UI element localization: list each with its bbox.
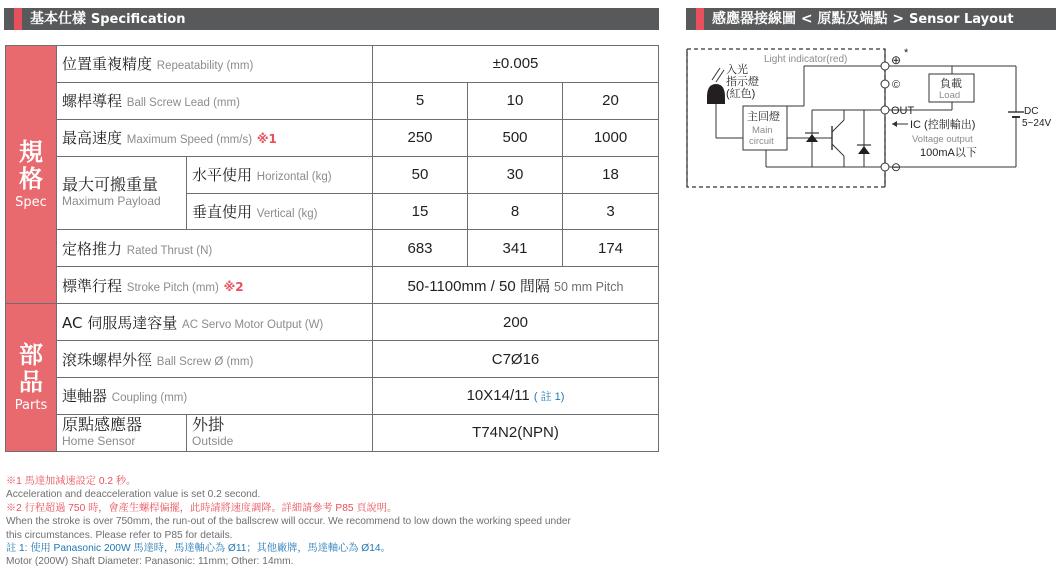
label-en: Ball Screw Lead (mm) (126, 97, 240, 110)
note-1-en: Acceleration and deacceleration value is set 0.2 second. (6, 489, 261, 501)
sensor-header (686, 8, 1056, 30)
row-lead (6, 82, 659, 119)
row-repeatability (6, 46, 659, 83)
label-coupling (57, 378, 373, 415)
label-en: Maximum Payload (62, 194, 161, 209)
label-horizontal (187, 156, 373, 193)
row-screw (6, 341, 659, 378)
group-parts-zh1: 部 (19, 341, 43, 370)
stroke-value-en: 50 mm Pitch (554, 279, 624, 294)
footnotes (6, 475, 666, 569)
coupling-value: 10X14/11 (466, 387, 530, 405)
value-repeatability: ±0.005 (373, 46, 659, 83)
sensor-header-en: Sensor Layout (908, 12, 1014, 27)
note-2-zh: ※2 行程超過 750 時，會產生螺桿偏擺，此時請將速度調降。詳細請參考 P85 頁說明。 (6, 502, 398, 514)
label-en: Horizontal (kg) (256, 171, 332, 184)
value-vertical-2: 8 (468, 193, 563, 230)
label-home-sub (187, 414, 373, 451)
note-mark: ※1 (256, 132, 277, 147)
label-en: Repeatability (mm) (156, 60, 254, 73)
value-home: T74N2(NPN) (373, 414, 659, 451)
main-circuit-zh: 主回燈 (747, 111, 780, 123)
label-zh: 原點感應器 (62, 414, 143, 434)
light-in-label: 入光 (726, 64, 748, 76)
note-3-en: Motor (200W) Shaft Diameter: Panasonic: 11mm; Other: 14mm. (6, 556, 294, 568)
group-spec (6, 46, 57, 304)
label-lead (57, 82, 373, 119)
value-thrust-3: 174 (563, 230, 659, 267)
label-thrust (57, 230, 373, 267)
row-speed (6, 119, 659, 156)
spec-header (4, 8, 659, 30)
voltage-output-label: Voltage output (912, 134, 973, 145)
zener-2-icon (858, 146, 870, 154)
label-en: Stroke Pitch (mm) (126, 281, 219, 294)
row-motor (6, 304, 659, 341)
row-coupling (6, 378, 659, 415)
label-motor (57, 304, 373, 341)
group-parts-en: Parts (14, 398, 48, 414)
star-symbol: * (904, 47, 909, 59)
note-1-zh: ※1 馬達加減速設定 0.2 秒。 (6, 476, 137, 487)
coupling-note: ( 註 1) (533, 391, 565, 404)
current-label: 100mA以下 (920, 147, 977, 159)
value-lead-2: 10 (468, 82, 563, 119)
label-zh: 最高速度 (62, 129, 123, 148)
load-en: Load (939, 90, 961, 101)
label-en: AC Servo Motor Output (W) (182, 318, 324, 331)
transistor-collector (832, 120, 844, 132)
label-zh: 螺桿導程 (62, 92, 123, 111)
group-parts (6, 304, 57, 452)
label-payload (57, 156, 187, 230)
label-speed (57, 119, 373, 156)
note-2-en-1: When the stroke is over 750mm, the run-out of the ballscrew will occur. We recommend to low down the working speed under (6, 516, 571, 528)
light-indicator-label: Light indicator(red) (764, 54, 848, 65)
red-label: (紅色) (726, 88, 756, 100)
note-mark: ※2 (223, 279, 244, 294)
label-en: Home Sensor (62, 433, 136, 448)
spec-header-en: Specification (90, 12, 186, 27)
label-zh: 標準行程 (62, 276, 123, 295)
terminal-negative (881, 163, 889, 171)
value-horizontal-1: 50 (373, 156, 468, 193)
value-thrust-1: 683 (373, 230, 468, 267)
label-vertical (187, 193, 373, 230)
spec-header-zh: 基本仕樣 (30, 11, 86, 27)
value-speed-3: 1000 (563, 119, 659, 156)
label-zh: 外掛 (192, 414, 225, 434)
out-label: OUT (891, 105, 915, 117)
label-zh: 最大可搬重量 (62, 175, 159, 195)
label-zh: 定格推力 (62, 239, 123, 258)
sensor-wiring-diagram (684, 42, 1056, 192)
load-zh: 負載 (940, 78, 962, 90)
transistor-emitter (832, 144, 844, 156)
row-home (6, 414, 659, 451)
label-en: Rated Thrust (N) (126, 244, 213, 257)
label-zh: 位置重複精度 (62, 55, 153, 74)
ic-arrow-head (892, 121, 897, 127)
row-stroke (6, 267, 659, 304)
indicator-label: 指示燈 (726, 76, 759, 88)
label-zh: 垂直使用 (192, 203, 253, 221)
label-home (57, 414, 187, 451)
led-icon (707, 84, 725, 104)
value-speed-1: 250 (373, 119, 468, 156)
note-3-zh: 註 1: 使用 Panasonic 200W 馬達時，馬達軸心為 Ø11；其他廠牌，馬達軸心為 Ø14。 (6, 543, 391, 555)
value-screw: C7Ø16 (373, 341, 659, 378)
dc-voltage-label: 5~24V (1022, 118, 1052, 129)
group-spec-zh1: 規 (19, 138, 43, 167)
value-vertical-3: 3 (563, 193, 659, 230)
row-payload-horizontal (6, 156, 659, 193)
label-screw (57, 341, 373, 378)
group-spec-en: Spec (15, 195, 47, 211)
ic-label: IC (控制輸出) (910, 119, 976, 131)
label-en: Maximum Speed (mm/s) (126, 134, 253, 147)
terminal-c (881, 80, 889, 88)
note-2-en-2: this circumstances. Please refer to P85 for details. (6, 529, 233, 541)
label-zh: AC 伺服馬達容量 (62, 313, 178, 332)
group-parts-zh2: 品 (19, 368, 43, 397)
value-lead-3: 20 (563, 82, 659, 119)
row-thrust (6, 230, 659, 267)
value-vertical-1: 15 (373, 193, 468, 230)
group-spec-zh2: 格 (19, 165, 43, 194)
label-en: Vertical (kg) (256, 208, 318, 220)
label-zh: 連軸器 (62, 387, 108, 406)
label-zh: 水平使用 (192, 166, 253, 185)
c-symbol: © (892, 79, 901, 91)
terminal-positive (881, 62, 889, 70)
value-horizontal-2: 30 (468, 156, 563, 193)
label-en: Coupling (mm) (111, 392, 188, 405)
value-thrust-2: 341 (468, 230, 563, 267)
value-speed-2: 500 (468, 119, 563, 156)
value-horizontal-3: 18 (563, 156, 659, 193)
dc-label: DC (1024, 106, 1039, 117)
label-repeatability (57, 46, 373, 83)
stroke-value: 50-1100mm / 50 間隔 (407, 277, 550, 295)
sensor-header-zh: 感應器接線圖 < 原點及端點 > (712, 11, 905, 27)
minus-symbol: ⊖ (891, 160, 902, 174)
value-lead-1: 5 (373, 82, 468, 119)
label-stroke (57, 267, 373, 304)
main-circuit-en2: circuit (749, 136, 774, 147)
value-stroke (373, 267, 659, 304)
main-circuit-en1: Main (752, 125, 773, 136)
terminal-out (881, 106, 889, 114)
label-en: Ball Screw Ø (mm) (156, 355, 254, 368)
label-en: Outside (192, 433, 234, 448)
plus-symbol: ⊕ (891, 53, 902, 67)
value-motor: 200 (373, 304, 659, 341)
spec-table (5, 45, 659, 452)
label-zh: 滾珠螺桿外徑 (62, 350, 153, 369)
value-coupling (373, 378, 659, 415)
